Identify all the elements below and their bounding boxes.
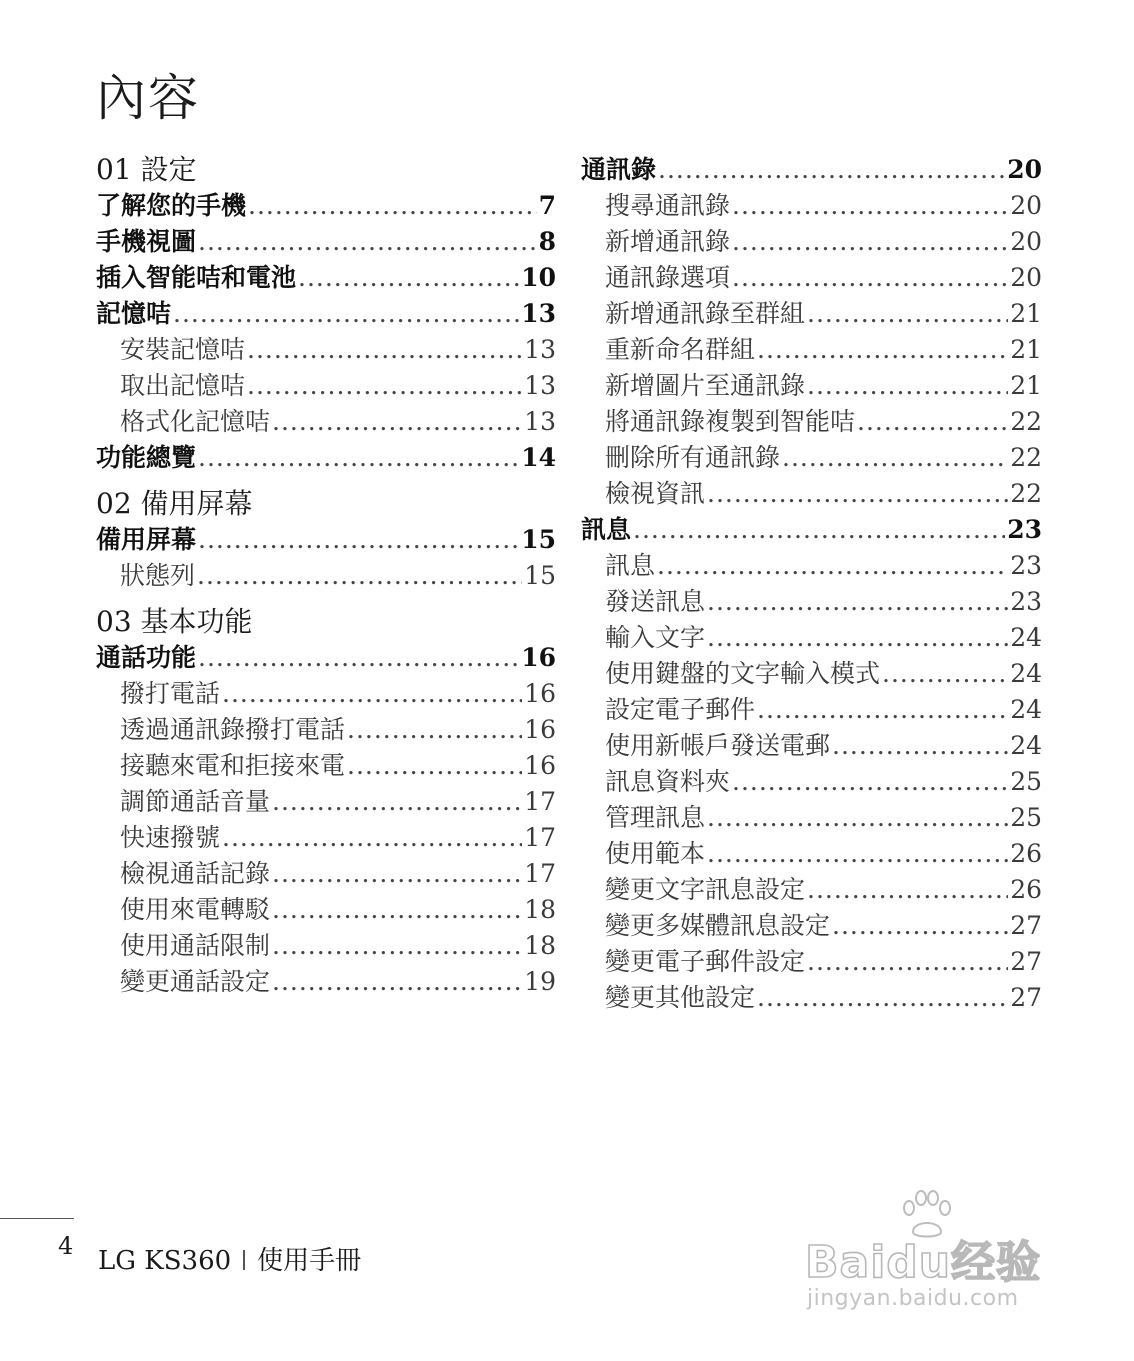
toc-entry-page-number: 27 — [1010, 911, 1042, 940]
toc-subentry — [581, 836, 1042, 872]
toc-entry-page-number: 21 — [1010, 299, 1042, 328]
dot-leader — [807, 944, 1008, 980]
toc-subentry — [96, 676, 556, 712]
toc-right-column — [581, 152, 1042, 1016]
toc-entry-label: 訊息 — [605, 551, 656, 580]
toc-subentry — [581, 332, 1042, 368]
toc-entry-page-number: 17 — [524, 787, 556, 816]
toc-entry-label: 變更多媒體訊息設定 — [605, 911, 831, 940]
toc-entry-page-number: 23 — [1010, 551, 1042, 580]
toc-subentry — [581, 404, 1042, 440]
toc-subentry — [96, 784, 556, 820]
toc-subentry — [581, 800, 1042, 836]
toc-entry-label: 使用新帳戶發送電郵 — [605, 731, 831, 760]
toc-entry-page-number: 13 — [521, 299, 556, 328]
toc-entry-label: 設定電子郵件 — [605, 695, 756, 724]
toc-entry-label: 接聽來電和拒接來電 — [120, 751, 346, 780]
dot-leader — [347, 748, 522, 784]
toc-subentry — [581, 296, 1042, 332]
toc-subentry — [581, 620, 1042, 656]
watermark-url: jingyan.baidu.com — [807, 1286, 1019, 1311]
toc-subentry — [581, 692, 1042, 728]
toc-entry-page-number: 22 — [1010, 407, 1042, 436]
toc-subentry — [96, 928, 556, 964]
toc-entry-page-number: 27 — [1010, 983, 1042, 1012]
toc-entry-label: 取出記憶咭 — [120, 371, 246, 400]
toc-entry-page-number: 15 — [521, 525, 556, 554]
dot-leader — [272, 964, 522, 1000]
dot-leader — [732, 764, 1008, 800]
toc-entry-label: 功能總覽 — [96, 443, 197, 472]
dot-leader — [173, 296, 519, 332]
toc-entry-label: 刪除所有通訊錄 — [605, 443, 781, 472]
toc-entry-label: 了解您的手機 — [96, 191, 247, 220]
toc-entry-page-number: 25 — [1010, 767, 1042, 796]
dot-leader — [807, 296, 1008, 332]
toc-entry-label: 變更電子郵件設定 — [605, 947, 806, 976]
toc-entry-page-number: 13 — [524, 371, 556, 400]
toc-entry-label: 將通訊錄複製到智能咭 — [605, 407, 856, 436]
toc-entry-label: 透過通訊錄撥打電話 — [120, 715, 346, 744]
dot-leader — [247, 332, 522, 368]
toc-entry-label: 手機視圖 — [96, 227, 197, 256]
toc-subentry — [96, 712, 556, 748]
footer-manual-title: 使用手冊 — [257, 1246, 362, 1276]
toc-subentry — [581, 980, 1042, 1016]
toc-chapter-entry — [96, 188, 556, 224]
toc-subentry — [96, 332, 556, 368]
footer-rule — [0, 1218, 74, 1219]
dot-leader — [807, 368, 1008, 404]
dot-leader — [807, 872, 1008, 908]
toc-entry-label: 新增通訊錄 — [605, 227, 731, 256]
toc-subentry — [581, 584, 1042, 620]
toc-entry-page-number: 20 — [1010, 191, 1042, 220]
toc-subentry — [581, 224, 1042, 260]
dot-leader — [757, 692, 1008, 728]
dot-leader — [222, 676, 522, 712]
dot-leader — [732, 224, 1008, 260]
toc-subentry — [581, 764, 1042, 800]
toc-entry-label: 通訊錄選項 — [605, 263, 731, 292]
toc-entry-page-number: 19 — [524, 967, 556, 996]
toc-subentry — [581, 728, 1042, 764]
dot-leader — [707, 800, 1008, 836]
toc-subentry — [96, 368, 556, 404]
toc-subentry — [581, 440, 1042, 476]
toc-entry-label: 撥打電話 — [120, 679, 221, 708]
toc-entry-label: 狀態列 — [120, 561, 196, 590]
toc-entry-label: 管理訊息 — [605, 803, 706, 832]
dot-leader — [732, 260, 1008, 296]
toc-entry-label: 備用屏幕 — [96, 525, 197, 554]
dot-leader — [222, 820, 522, 856]
dot-leader — [657, 548, 1008, 584]
toc-subentry — [96, 820, 556, 856]
toc-entry-page-number: 15 — [524, 561, 556, 590]
toc-entry-label: 訊息 — [581, 515, 632, 544]
dot-leader — [782, 440, 1008, 476]
dot-leader — [707, 836, 1008, 872]
toc-subentry — [581, 260, 1042, 296]
toc-entry-label: 變更其他設定 — [605, 983, 756, 1012]
dot-leader — [347, 712, 522, 748]
dot-leader — [198, 440, 519, 476]
toc-entry-label: 新增圖片至通訊錄 — [605, 371, 806, 400]
toc-chapter-entry — [96, 640, 556, 676]
toc-entry-page-number: 23 — [1010, 587, 1042, 616]
toc-entry-label: 使用通話限制 — [120, 931, 271, 960]
toc-entry-page-number: 24 — [1010, 659, 1042, 688]
toc-entry-page-number: 26 — [1010, 875, 1042, 904]
toc-chapter-entry — [96, 296, 556, 332]
toc-subentry — [96, 964, 556, 1000]
toc-chapter-entry — [96, 260, 556, 296]
dot-leader — [272, 784, 522, 820]
dot-leader — [272, 856, 522, 892]
toc-chapter-entry — [96, 440, 556, 476]
toc-entry-page-number: 14 — [521, 443, 556, 472]
toc-entry-page-number: 17 — [524, 823, 556, 852]
toc-left-column — [96, 152, 556, 1000]
dot-leader — [272, 404, 522, 440]
toc-entry-page-number: 17 — [524, 859, 556, 888]
toc-entry-label: 檢視通話記錄 — [120, 859, 271, 888]
toc-entry-label: 通訊錄 — [581, 155, 657, 184]
toc-entry-page-number: 24 — [1010, 695, 1042, 724]
toc-entry-page-number: 20 — [1010, 227, 1042, 256]
dot-leader — [832, 908, 1008, 944]
dot-leader — [248, 188, 537, 224]
toc-entry-page-number: 13 — [524, 407, 556, 436]
toc-entry-label: 記憶咭 — [96, 299, 172, 328]
toc-entry-page-number: 13 — [524, 335, 556, 364]
toc-subentry — [96, 856, 556, 892]
toc-entry-page-number: 25 — [1010, 803, 1042, 832]
dot-leader — [247, 368, 522, 404]
dot-leader — [857, 404, 1008, 440]
toc-subentry — [96, 892, 556, 928]
dot-leader — [757, 332, 1008, 368]
dot-leader — [882, 656, 1008, 692]
dot-leader — [198, 640, 519, 676]
toc-entry-label: 插入智能咭和電池 — [96, 263, 297, 292]
footer-separator — [243, 1250, 245, 1270]
toc-entry-label: 變更文字訊息設定 — [605, 875, 806, 904]
toc-entry-page-number: 16 — [521, 643, 556, 672]
toc-entry-page-number: 16 — [524, 751, 556, 780]
baidu-watermark — [805, 1190, 1065, 1320]
toc-entry-label: 重新命名群組 — [605, 335, 756, 364]
section-heading: 03 基本功能 — [96, 605, 253, 638]
toc-entry-page-number: 18 — [524, 895, 556, 924]
toc-chapter-entry — [581, 152, 1042, 188]
toc-entry-label: 新增通訊錄至群組 — [605, 299, 806, 328]
toc-entry-page-number: 22 — [1010, 479, 1042, 508]
toc-entry-page-number: 21 — [1010, 371, 1042, 400]
toc-entry-label: 調節通話音量 — [120, 787, 271, 816]
section-heading: 01 設定 — [96, 153, 197, 186]
toc-entry-page-number: 18 — [524, 931, 556, 960]
toc-chapter-entry — [96, 522, 556, 558]
dot-leader — [298, 260, 519, 296]
toc-subentry — [581, 188, 1042, 224]
toc-subentry — [581, 872, 1042, 908]
toc-entry-page-number: 20 — [1010, 263, 1042, 292]
toc-entry-label: 通話功能 — [96, 643, 197, 672]
toc-entry-page-number: 20 — [1007, 155, 1042, 184]
toc-entry-page-number: 7 — [538, 191, 556, 220]
section-heading: 02 備用屏幕 — [96, 487, 253, 520]
toc-entry-page-number: 16 — [524, 715, 556, 744]
toc-entry-page-number: 23 — [1007, 515, 1042, 544]
toc-entry-label: 快速撥號 — [120, 823, 221, 852]
toc-entry-page-number: 22 — [1010, 443, 1042, 472]
toc-entry-page-number: 21 — [1010, 335, 1042, 364]
toc-entry-label: 變更通話設定 — [120, 967, 271, 996]
toc-entry-page-number: 24 — [1010, 623, 1042, 652]
footer-product: LG KS360 — [98, 1246, 232, 1276]
toc-subentry — [581, 368, 1042, 404]
toc-chapter-entry — [581, 512, 1042, 548]
toc-entry-page-number: 27 — [1010, 947, 1042, 976]
toc-entry-label: 使用範本 — [605, 839, 706, 868]
toc-subentry — [96, 748, 556, 784]
toc-subentry — [581, 656, 1042, 692]
toc-entry-page-number: 24 — [1010, 731, 1042, 760]
toc-entry-label: 使用來電轉駁 — [120, 895, 271, 924]
toc-subentry — [96, 404, 556, 440]
dot-leader — [832, 728, 1008, 764]
dot-leader — [658, 152, 1005, 188]
dot-leader — [707, 476, 1008, 512]
dot-leader — [272, 928, 522, 964]
toc-entry-label: 使用鍵盤的文字輸入模式 — [605, 659, 881, 688]
dot-leader — [633, 512, 1005, 548]
watermark-brand: Baidu经验 — [805, 1237, 1042, 1288]
toc-entry-label: 安裝記憶咭 — [120, 335, 246, 364]
toc-entry-label: 發送訊息 — [605, 587, 706, 616]
toc-entry-label: 格式化記憶咭 — [120, 407, 271, 436]
dot-leader — [198, 224, 537, 260]
dot-leader — [707, 584, 1008, 620]
dot-leader — [757, 980, 1008, 1016]
dot-leader — [272, 892, 522, 928]
toc-subentry — [581, 908, 1042, 944]
footer-page-number: 4 — [58, 1232, 74, 1260]
dot-leader — [198, 522, 519, 558]
footer-caption — [98, 1240, 361, 1277]
dot-leader — [197, 558, 522, 594]
toc-chapter-entry — [96, 224, 556, 260]
toc-subentry — [581, 476, 1042, 512]
toc-entry-label: 搜尋通訊錄 — [605, 191, 731, 220]
toc-subentry — [96, 558, 556, 594]
page-title: 內容 — [96, 69, 200, 127]
toc-entry-label: 訊息資料夾 — [605, 767, 731, 796]
dot-leader — [707, 620, 1008, 656]
toc-entry-page-number: 10 — [521, 263, 556, 292]
toc-entry-page-number: 26 — [1010, 839, 1042, 868]
toc-entry-label: 檢視資訊 — [605, 479, 706, 508]
toc-entry-label: 輸入文字 — [605, 623, 706, 652]
toc-entry-page-number: 16 — [524, 679, 556, 708]
toc-subentry — [581, 944, 1042, 980]
toc-subentry — [581, 548, 1042, 584]
toc-entry-page-number: 8 — [538, 227, 556, 256]
dot-leader — [732, 188, 1008, 224]
